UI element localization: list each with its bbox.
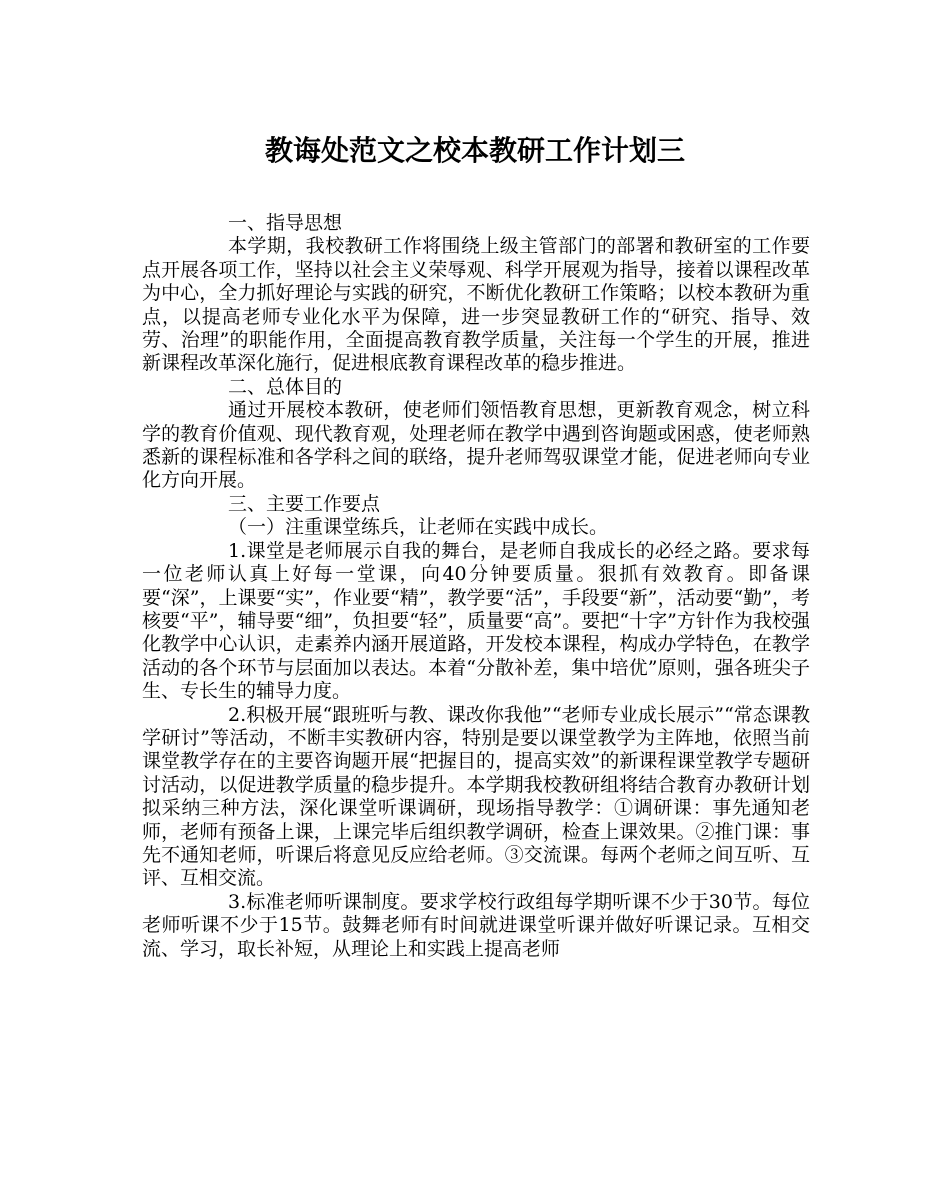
paragraph-item-1: 1.课堂是老师展示自我的舞台，是老师自我成长的必经之路。要求每一位老师认真上好每一堂课，向40分钟要质量。狠抓有效教育。即备课要“深”，上课要“实”，作业要“精”，教学要“活”，手段要“新”，活动要“勤”，考核要“平”，辅导要“细”，负担要“轻”，质量要“高”。要把“十字”方针作为我校强化教学中心认识，走素养内涵开展道路，开发校本课程，构成办学特色，在教学活动的各个环节与层面加以表达。本着“分散补差，集中培优”原则，强各班尖子生、专长生的辅导力度。 xyxy=(142,539,810,703)
document-title: 教诲处范文之校本教研工作计划三 xyxy=(264,134,685,167)
section-heading-main-tasks: 三、主要工作要点 xyxy=(228,492,381,515)
section-heading-overall-goal: 二、总体目的 xyxy=(228,375,343,398)
paragraph-item-3: 3.标准老师听课制度。要求学校行政组每学期听课不少于30节。每位老师听课不少于15节。鼓舞老师有时间就进课堂听课并做好听课记录。互相交流、学习，取长补短，从理论上和实践上提高老师 xyxy=(142,890,810,960)
subsection-heading-classroom-practice: （一）注重课堂练兵，让老师在实践中成长。 xyxy=(228,516,609,539)
paragraph-guiding-ideology: 本学期，我校教研工作将围绕上级主管部门的部署和教研室的工作要点开展各项工作，坚持以社会主义荣辱观、科学开展观为指导，接着以课程改革为中心，全力抓好理论与实践的研究，不断优化教研工作策略；以校本教研为重点，以提高老师专业化水平为保障，进一步突显教研工作的“研究、指导、效劳、治理”的职能作用，全面提高教育教学质量，关注每一个学生的开展，推进新课程改革深化施行，促进根底教育课程改革的稳步推进。 xyxy=(142,235,810,375)
document-body xyxy=(142,212,810,961)
paragraph-overall-goal: 通过开展校本教研，使老师们领悟教育思想，更新教育观念，树立科学的教育价值观、现代教育观，处理老师在教学中遇到咨询题或困惑，使老师熟悉新的课程标准和各学科之间的联络，提升老师驾驭课堂才能，促进老师向专业化方向开展。 xyxy=(142,399,810,492)
section-heading-guiding-ideology: 一、指导思想 xyxy=(228,212,343,234)
paragraph-item-2: 2.积极开展“跟班听与教、课改你我他”“老师专业成长展示”“常态课教学研讨”等活动，不断丰实教研内容，特别是要以课堂教学为主阵地，依照当前课堂教学存在的主要咨询题开展“把握目的，提高实效”的新课程课堂教学专题研讨活动，以促进教学质量的稳步提升。本学期我校教研组将结合教育办教研计划拟采纳三种方法，深化课堂听课调研，现场指导教学：①调研课：事先通知老师，老师有预备上课，上课完毕后组织教学调研，检查上课效果。②推门课：事先不通知老师，听课后将意见反应给老师。③交流课。每两个老师之间互听、互评、互相交流。 xyxy=(142,703,810,890)
